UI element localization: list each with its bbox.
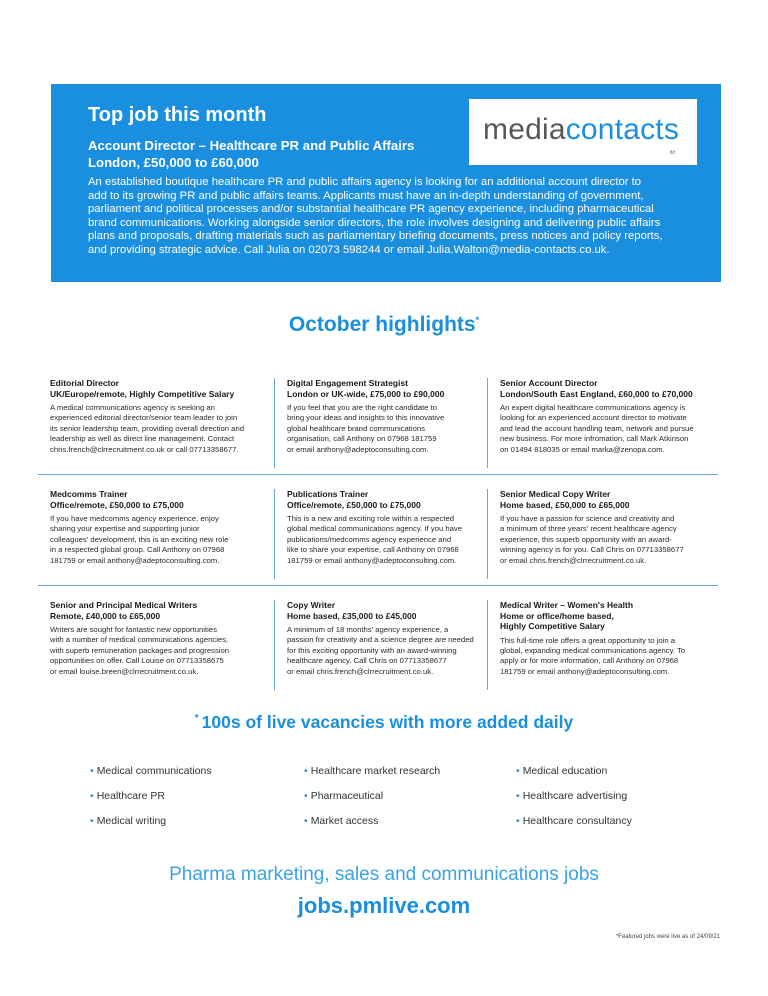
category-label: Healthcare PR [96, 790, 165, 802]
job-description-line: or email louise.breen@clrrecruitment.co.uk. [50, 666, 199, 676]
job-description-line: healthcare agency. Call Chris on 07713358677 [287, 656, 447, 666]
category-label: Healthcare advertising [522, 790, 628, 802]
featured-job-description [88, 176, 688, 257]
category-item [304, 790, 383, 802]
category-item [304, 815, 378, 827]
job-highlights-grid [38, 364, 718, 689]
job-description-line: An expert digital healthcare communications agency is [500, 403, 686, 412]
bullet-icon: • [516, 790, 520, 802]
job-description-line: publications/medcomms agency experience and [287, 534, 452, 544]
job-description-line: like to share your expertise, call Anthony on 07968 [287, 545, 459, 555]
category-label: Medical communications [96, 765, 212, 777]
site-url-link[interactable]: jobs.pmlive.com [297, 893, 471, 918]
job-description-line: on 01494 818035 or email marka@zenopa.com. [500, 444, 665, 454]
category-item [516, 765, 607, 777]
featured-job-heading [88, 138, 414, 171]
job-description-line: leadership as well as direct line management. Contact [50, 434, 235, 444]
job-description-line: 181759 or email anthony@adeptoconsulting.com. [50, 555, 220, 565]
job-description-line: in a respected global group. Call Anthony on 07968 [50, 545, 225, 555]
job-description [287, 625, 487, 677]
job-title [500, 600, 718, 632]
job-description-line: a minimum of three years' recent healthcare agency [500, 524, 677, 534]
desc-line: parliament and political processes and/or substantial healthcare PR agency experience, including pharmaceutical [88, 203, 654, 215]
job-description-line: colleagues' development, this is an exciting new role [50, 534, 229, 544]
footnote: *Featured jobs were live as of 24/09/21 [615, 934, 720, 940]
highlights-heading: October highlights* [288, 313, 480, 336]
category-item [304, 765, 440, 777]
job-description-line: and lead the account handling team, network and pursue [500, 423, 694, 433]
job-description-line: If you feel that you are the right candidate to [287, 403, 438, 412]
job-title-line: London or UK-wide, £75,000 to £90,000 [287, 388, 445, 399]
job-card [275, 586, 487, 690]
job-title-line: Senior Account Director [500, 378, 598, 388]
bullet-icon: • [90, 765, 94, 777]
job-description-line: A medical communications agency is seeking an [50, 403, 215, 412]
job-title-line: Copy Writer [287, 600, 336, 610]
job-title [287, 378, 487, 399]
category-label: Medical writing [96, 815, 167, 827]
job-description-line: sharing your expertise and supporting junior [50, 524, 200, 534]
job-title [287, 600, 487, 621]
job-description-line: bring your ideas and insights to this innovative [287, 413, 445, 423]
asterisk-mark: * [194, 713, 199, 725]
desc-line: An established boutique healthcare PR and public affairs agency is looking for an additional account director to [88, 176, 642, 188]
category-label: Medical education [522, 765, 608, 777]
category-item [516, 815, 632, 827]
job-description-line: or email chris.french@clrrecruitment.co.uk. [287, 666, 434, 676]
banner-title: Top job this month [88, 104, 267, 126]
job-title-line: Home based, £35,000 to £45,000 [287, 610, 417, 621]
job-description [50, 403, 274, 455]
job-title-line: Senior Medical Copy Writer [500, 489, 611, 499]
job-description-line: This full-time role offers a great opportunity to join a [500, 635, 676, 645]
job-card [488, 475, 718, 583]
bullet-icon: • [90, 790, 94, 802]
desc-line: brand communications. Working alongside senior directors, the role involves designing and delivering public affairs [88, 216, 661, 229]
job-description [500, 403, 718, 455]
job-description-line: looking for an experienced account director to motivate [500, 413, 687, 423]
job-card [275, 475, 487, 583]
job-card [488, 364, 718, 472]
job-description [50, 625, 274, 677]
job-title-line: Office/remote, £50,000 to £75,000 [50, 499, 184, 510]
category-item [90, 815, 166, 827]
job-description-line: chris.french@clrrecruitment.co.uk or call 07713358677. [50, 444, 239, 454]
logo-ltd-text: ltd [669, 150, 675, 156]
job-description-line: global, expanding medical communications agency. To [500, 645, 686, 655]
bullet-icon: • [90, 815, 94, 827]
desc-line: plans and proposals, drafting materials such as parliamentary briefing documents, press notices and policy reports, [88, 230, 663, 242]
featured-job-location: London, £50,000 to £60,000 [88, 154, 259, 170]
job-description-line: This is a new and exciting role within a respected [287, 514, 455, 523]
category-label: Pharmaceutical [310, 790, 384, 802]
job-title [50, 600, 274, 621]
job-title [50, 489, 274, 510]
job-title-line: Senior and Principal Medical Writers [50, 600, 198, 610]
tagline: Pharma marketing, sales and communications jobs [169, 864, 599, 885]
bullet-icon: • [304, 815, 308, 827]
job-description-line: Writers are sought for fantastic new opportunities [50, 625, 217, 634]
job-title-line: Publications Trainer [287, 489, 369, 499]
job-description-line: opportunities on offer. Call Louise on 07713358675 [50, 656, 224, 666]
job-description-line: winning agency is for you. Call Chris on 07713358677 [500, 545, 684, 555]
job-card [275, 364, 487, 472]
category-item [90, 765, 212, 777]
job-title-line: Remote, £40,000 to £65,000 [50, 610, 161, 621]
bullet-icon: • [304, 765, 308, 777]
job-description-line: for this exciting opportunity with an award-winning [287, 645, 457, 655]
job-title [500, 489, 718, 510]
desc-line: add to its growing PR and public affairs teams. Applicants must have an in-depth understanding of government, [88, 189, 644, 202]
job-card [488, 586, 718, 690]
job-description [500, 636, 718, 678]
job-description-line: or email chris.french@clrrecruitment.co.uk. [500, 555, 647, 565]
job-card [38, 475, 274, 583]
job-description [50, 514, 274, 566]
logo-media-text: media [483, 113, 566, 146]
job-title-line: Office/remote, £50,000 to £75,000 [287, 499, 421, 510]
categories-list [90, 765, 690, 835]
category-label: Healthcare consultancy [522, 815, 632, 827]
vacancies-heading: * 100s of live vacancies with more added daily [194, 712, 574, 732]
job-title-line: Highly Competitive Salary [500, 621, 605, 631]
job-description-line: If you have medcomms agency experience, enjoy [50, 514, 219, 523]
bullet-icon: • [516, 815, 520, 827]
media-contacts-logo [469, 99, 697, 165]
job-title-line: Home or office/home based, [500, 610, 614, 621]
logo-contacts-text: contacts [565, 113, 680, 146]
job-title-line: Medcomms Trainer [50, 489, 128, 499]
category-item [516, 790, 627, 802]
job-description-line: apply or for more information, call Anthony on 07968 [500, 656, 679, 666]
job-description-line: its senior leadership team, providing overall direction and [50, 423, 245, 433]
job-description-line: experience, this superb opportunity with an award- [500, 534, 672, 544]
featured-job-title: Account Director – Healthcare PR and Public Affairs [88, 138, 415, 153]
job-title-line: Medical Writer – Women's Health [500, 600, 634, 610]
job-description-line: global healthcare brand communications [287, 423, 426, 433]
category-label: Healthcare market research [310, 765, 441, 777]
job-title-line: Home based, £50,000 to £65,000 [500, 499, 630, 510]
job-description [500, 514, 718, 566]
job-description-line: organisation, call Anthony on 07968 181759 [287, 434, 437, 444]
category-label: Market access [310, 815, 379, 827]
job-card [38, 586, 274, 690]
job-title [287, 489, 487, 510]
job-description-line: new business. For more infromation, call Mark Atkinson [500, 434, 689, 444]
category-item [90, 790, 165, 802]
job-description-line: experienced editorial director/senior team leader to join [50, 413, 238, 423]
job-description-line: global medical communications agency. If you have [287, 524, 463, 534]
job-description [287, 403, 487, 455]
job-description-line: with superb remuneration packages and progression [50, 645, 230, 655]
bullet-icon: • [516, 765, 520, 777]
job-description [287, 514, 487, 566]
job-title-line: Digital Engagement Strategist [287, 378, 408, 388]
bullet-icon: • [304, 790, 308, 802]
job-title [500, 378, 718, 399]
job-description-line: passion for creativity and a science degree are needed [287, 635, 474, 645]
job-description-line: or email anthony@adeptoconsulting.com. [287, 444, 429, 454]
job-title [50, 378, 274, 399]
job-title-line: London/South East England, £60,000 to £70,000 [500, 388, 693, 399]
job-title-line: UK/Europe/remote, Highly Competitive Salary [50, 388, 235, 399]
job-card [38, 364, 274, 472]
job-description-line: If you have a passion for science and creativity and [500, 514, 675, 523]
top-job-banner [51, 84, 721, 282]
job-description-line: 181759 or email anthony@adeptoconsulting.com. [287, 555, 457, 565]
job-description-line: 181759 or email anthony@adeptoconsulting.com. [500, 666, 670, 676]
asterisk-mark: * [475, 315, 480, 325]
job-title-line: Editorial Director [50, 378, 119, 388]
job-description-line: with a number of medical communications agencies, [50, 635, 229, 645]
job-description-line: A minimum of 18 months' agency experience, a [287, 625, 449, 634]
desc-line: and providing strategic advice. Call Julia on 02073 598244 or email Julia.Walton@media-contacts.co.uk. [88, 243, 610, 256]
